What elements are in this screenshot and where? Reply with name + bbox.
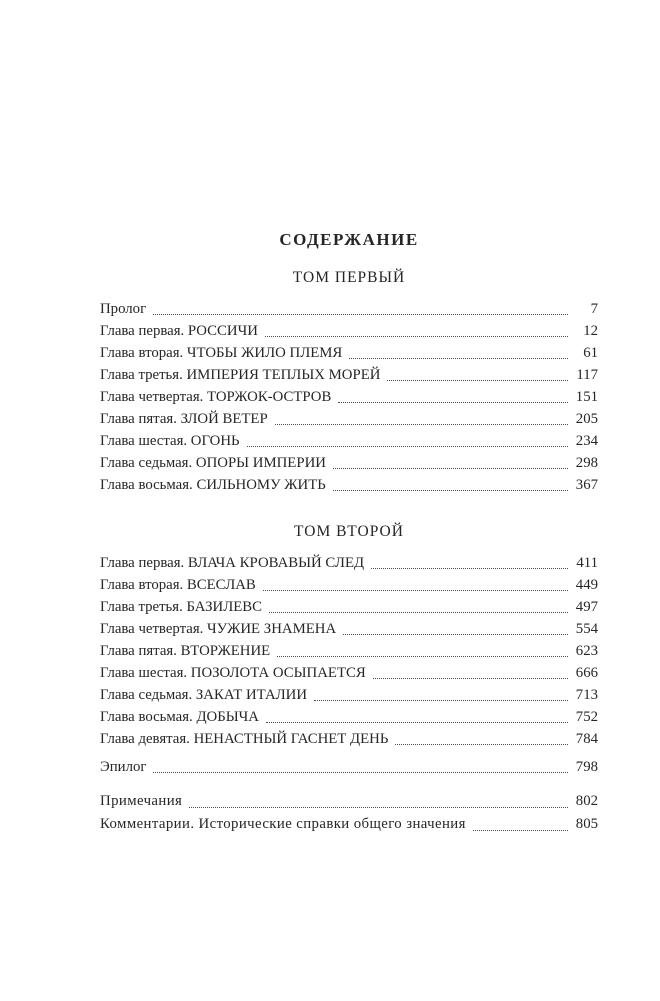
dot-leader: [153, 772, 568, 773]
dot-leader: [247, 446, 568, 447]
dot-leader: [189, 807, 568, 808]
section-heading-volume-1: ТОМ ПЕРВЫЙ: [292, 269, 406, 286]
dot-leader: [277, 656, 568, 657]
toc-entry-label: Примечания: [100, 793, 183, 809]
toc-entry-label: Эпилог: [100, 759, 147, 775]
toc-entry-page: 61: [583, 345, 598, 361]
toc-entry: [100, 618, 598, 640]
toc-entry-label: Глава седьмая. ОПОРЫ ИМПЕРИИ: [100, 455, 326, 471]
toc-entry-label: Глава третья. БАЗИЛЕВС: [100, 599, 263, 615]
toc-entry-page: 298: [575, 455, 598, 471]
toc-entry-page: 117: [576, 367, 598, 383]
dot-leader: [266, 722, 568, 723]
toc-entry: [100, 320, 598, 342]
toc-entry-page: 12: [583, 323, 598, 339]
toc-entry-page: 205: [575, 411, 598, 427]
toc-entry: [100, 364, 598, 386]
dot-leader: [314, 700, 568, 701]
dot-leader: [395, 744, 568, 745]
toc-entry-label: Глава восьмая. ДОБЫЧА: [100, 709, 259, 725]
toc-entry-page: 151: [575, 389, 598, 405]
dot-leader: [333, 468, 568, 469]
toc-entry: [100, 452, 598, 474]
toc-entry-page: 497: [575, 599, 598, 615]
toc-entry-label: Глава четвертая. ЧУЖИЕ ЗНАМЕНА: [100, 621, 337, 637]
toc-entry: [100, 342, 598, 364]
toc-entry: [100, 684, 598, 706]
toc-entry-page: 234: [575, 433, 598, 449]
toc-entry-page: 554: [575, 621, 598, 637]
toc-entry: [100, 408, 598, 430]
toc-entry-label: Пролог: [100, 301, 147, 317]
toc-entry-page: 802: [575, 793, 598, 809]
toc-entry-page: 805: [575, 816, 598, 832]
dot-leader: [333, 490, 568, 491]
toc-entry-page: 623: [575, 643, 598, 659]
toc-entry-notes: [100, 790, 598, 813]
toc-entry-label: Глава шестая. ОГОНЬ: [100, 433, 240, 449]
toc-entry-page: 449: [575, 577, 598, 593]
toc-entry-page: 411: [576, 555, 598, 571]
dot-leader: [338, 402, 568, 403]
toc-entry-page: 666: [575, 665, 598, 681]
toc-entry-label: Глава девятая. НЕНАСТНЫЙ ГАСНЕТ ДЕНЬ: [100, 731, 389, 747]
toc-entry: [100, 706, 598, 728]
toc-entry: [100, 474, 598, 496]
toc-appendix: [100, 790, 598, 836]
dot-leader: [275, 424, 568, 425]
toc-section-volume-2: [100, 552, 598, 778]
toc-entry-label: Глава вторая. ВСЕСЛАВ: [100, 577, 256, 593]
toc-entry-label: Глава пятая. ВТОРЖЕНИЕ: [100, 643, 271, 659]
toc-entry-page: 713: [575, 687, 598, 703]
toc-entry-label: Глава первая. РОССИЧИ: [100, 323, 258, 339]
toc-entry: [100, 640, 598, 662]
toc-entry-label: Глава пятая. ЗЛОЙ ВЕТЕР: [100, 411, 268, 427]
dot-leader: [263, 590, 568, 591]
toc-entry-page: 7: [590, 301, 598, 317]
toc-entry-page: 798: [575, 759, 598, 775]
toc-entry-label: Глава седьмая. ЗАКАТ ИТАЛИИ: [100, 687, 308, 703]
toc-entry: [100, 430, 598, 452]
dot-leader: [473, 830, 568, 831]
toc-entry-label: Глава вторая. ЧТОБЫ ЖИЛО ПЛЕМЯ: [100, 345, 343, 361]
toc-entry: [100, 552, 598, 574]
dot-leader: [343, 634, 568, 635]
toc-entry-page: 752: [575, 709, 598, 725]
toc-entry-label: Глава третья. ИМПЕРИЯ ТЕПЛЫХ МОРЕЙ: [100, 367, 381, 383]
toc-entry-comments: [100, 813, 598, 836]
toc-entry: [100, 596, 598, 618]
toc-section-volume-1: [100, 298, 598, 496]
toc-entry-label: Глава шестая. ПОЗОЛОТА ОСЫПАЕТСЯ: [100, 665, 366, 681]
toc-entry-label: Глава четвертая. ТОРЖОК-ОСТРОВ: [100, 389, 332, 405]
dot-leader: [387, 380, 568, 381]
toc-entry: [100, 386, 598, 408]
toc-entry: [100, 728, 598, 750]
toc-entry-page: 367: [575, 477, 598, 493]
toc-entry-label: Глава восьмая. СИЛЬНОМУ ЖИТЬ: [100, 477, 326, 493]
toc-entry: [100, 574, 598, 596]
dot-leader: [371, 568, 568, 569]
dot-leader: [269, 612, 568, 613]
page-title: СОДЕРЖАНИЕ: [279, 230, 419, 249]
dot-leader: [153, 314, 568, 315]
toc-entry: [100, 662, 598, 684]
dot-leader: [373, 678, 568, 679]
toc-entry-epilogue: [100, 756, 598, 778]
dot-leader: [349, 358, 568, 359]
section-heading-volume-2: ТОМ ВТОРОЙ: [294, 523, 404, 540]
dot-leader: [265, 336, 568, 337]
toc-entry-label: Глава первая. ВЛАЧА КРОВАВЫЙ СЛЕД: [100, 555, 365, 571]
toc-entry: [100, 298, 598, 320]
toc-entry-page: 784: [575, 731, 598, 747]
toc-entry-label: Комментарии. Исторические справки общего значения: [100, 816, 466, 832]
